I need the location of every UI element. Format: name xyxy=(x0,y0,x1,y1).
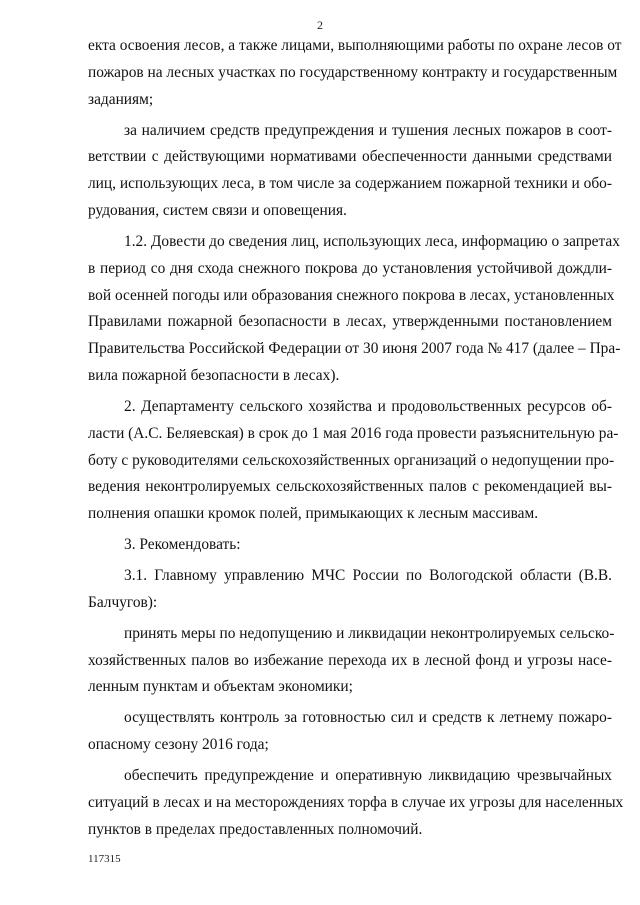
text-line: ветствии с действующими нормативами обеспеченности данными средствами xyxy=(88,148,612,166)
text-line: в период со дня схода снежного покрова до установления устойчивой дождли- xyxy=(88,259,612,277)
text-line: ленным пунктам и объектам экономики; xyxy=(88,678,353,696)
paragraph xyxy=(88,705,612,759)
text-line: ведения неконтролируемых сельскохозяйственных палов с рекомендацией вы- xyxy=(88,478,612,496)
text-line: хозяйственных палов во избежание перехода их в лесной фонд и угрозы насе- xyxy=(88,651,612,669)
text-line: вила пожарной безопасности в лесах). xyxy=(88,366,340,384)
paragraph xyxy=(88,532,612,559)
text-line: вой осенней погоды или образования снежного покрова в лесах, установленных xyxy=(88,286,615,304)
text-line: 3. Рекомендовать: xyxy=(124,536,241,554)
paragraph xyxy=(88,563,612,617)
text-line: 1.2. Довести до сведения лиц, использующих леса, информацию о запретах xyxy=(124,232,620,250)
paragraph xyxy=(88,118,612,225)
text-line: боту с руководителями сельскохозяйственных организаций о недопущении про- xyxy=(88,451,615,469)
text-line: обеспечить предупреждение и оперативную ликвидацию чрезвычайных xyxy=(124,767,612,785)
text-line: принять меры по недопущению и ликвидации неконтролируемых сельско- xyxy=(124,624,615,642)
text-line: рудования, систем связи и оповещения. xyxy=(88,201,347,219)
text-line: лиц, использующих леса, в том числе за содержанием пожарной техники и обо- xyxy=(88,175,612,193)
text-line: ситуаций в лесах и на месторождениях торфа в случае их угрозы для населенных xyxy=(88,794,624,812)
text-line: Правилами пожарной безопасности в лесах, утвержденными постановлением xyxy=(88,313,612,331)
text-line: осуществлять контроль за готовностью сил и средств к летнему пожаро- xyxy=(124,709,612,727)
paragraph xyxy=(88,33,622,113)
text-line: 3.1. Главному управлению МЧС России по Вологодской области (В.В. xyxy=(124,567,612,585)
text-line: 2. Департаменту сельского хозяйства и продовольственных ресурсов об- xyxy=(124,397,612,415)
text-line: пунктов в пределах предоставленных полномочий. xyxy=(88,820,423,838)
text-line: екта освоения лесов, а также лицами, выполняющими работы по охране лесов от xyxy=(88,37,622,54)
text-line: полнения опашки кромок полей, примыкающих к лесным массивам. xyxy=(88,505,539,523)
paragraph xyxy=(88,229,621,390)
paragraph xyxy=(88,621,615,701)
text-line: заданиям; xyxy=(88,90,154,108)
document-body xyxy=(88,33,624,848)
paragraph xyxy=(88,763,624,843)
document-code: 117315 xyxy=(88,853,121,865)
text-line: ласти (А.С. Беляевская) в срок до 1 мая 2016 года провести разъяснительную ра- xyxy=(88,424,619,442)
text-line: Балчугов): xyxy=(88,593,158,611)
paragraph xyxy=(88,394,619,528)
text-line: за наличием средств предупреждения и тушения лесных пожаров в соот- xyxy=(124,121,612,139)
page-number: 2 xyxy=(317,18,323,32)
text-line: Правительства Российской Федерации от 30 июня 2007 года № 417 (далее – Пра- xyxy=(88,340,621,358)
text-line: пожаров на лесных участках по государственному контракту и государственным xyxy=(88,63,618,81)
text-line: опасному сезону 2016 года; xyxy=(88,736,269,754)
